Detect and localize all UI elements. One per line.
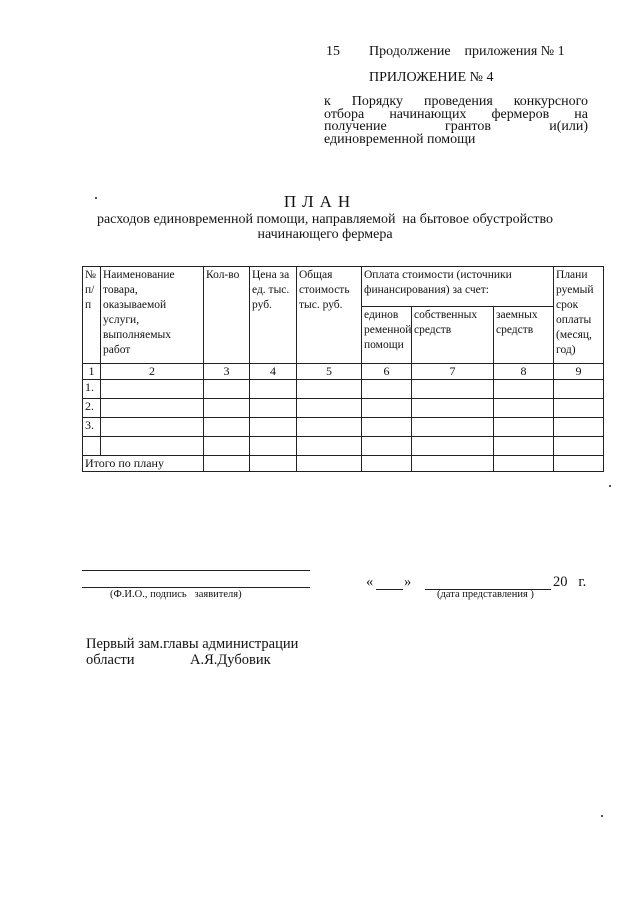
- table-cell: [297, 456, 362, 472]
- scan-speck: [601, 815, 603, 817]
- table-cell: [297, 399, 362, 418]
- table-cell: [83, 437, 101, 456]
- table-cell: [412, 437, 494, 456]
- header-payment-sources: Оплата стоимости (источники финансирования) за счет:: [362, 267, 554, 307]
- table-cell: [250, 418, 297, 437]
- date-day-line: [376, 589, 403, 590]
- table-row: [83, 380, 604, 399]
- header-item-name: Наименование товара, оказываемой услуги, выполняемых работ: [101, 267, 204, 364]
- plan-subtitle-line2: начинающего фермера: [257, 227, 393, 242]
- table-cell: [494, 418, 554, 437]
- appendix-line: к Порядку проведения конкурсного: [324, 94, 588, 109]
- column-number: 3: [204, 364, 250, 380]
- header-quantity: Кол-во: [204, 267, 250, 364]
- total-label: Итого по плану: [83, 456, 204, 472]
- table-cell: [494, 399, 554, 418]
- header-number: № п/п: [83, 267, 101, 364]
- table-cell: [494, 437, 554, 456]
- date-caption: (дата представления ): [437, 589, 534, 600]
- table-cell: [250, 437, 297, 456]
- table-row-blank: [83, 437, 604, 456]
- header-unit-price: Цена за ед. тыс. руб.: [250, 267, 297, 364]
- table-cell: [554, 380, 604, 399]
- table-cell: [250, 456, 297, 472]
- applicant-line-1: [82, 570, 310, 571]
- table-cell: [362, 399, 412, 418]
- plan-table: [82, 266, 604, 472]
- plan-subtitle: [60, 212, 590, 242]
- table-cell: [362, 456, 412, 472]
- applicant-line-2: [82, 587, 310, 588]
- table-cell: [494, 456, 554, 472]
- table-cell: [412, 380, 494, 399]
- table-row: [83, 399, 604, 418]
- table-cell: [204, 418, 250, 437]
- page-number: 15: [326, 44, 340, 59]
- official-position-line2: области: [86, 652, 135, 668]
- appendix-title: ПРИЛОЖЕНИЕ № 4: [369, 70, 494, 85]
- table-cell: [204, 456, 250, 472]
- table-row: [83, 418, 604, 437]
- table-cell: [412, 456, 494, 472]
- table-cell: [250, 399, 297, 418]
- table-cell: [204, 380, 250, 399]
- table-cell: [101, 418, 204, 437]
- column-number: 2: [101, 364, 204, 380]
- column-number: 8: [494, 364, 554, 380]
- appendix-line: получение грантов и(или): [324, 119, 588, 134]
- appendix-description: [324, 96, 588, 146]
- column-number: 9: [554, 364, 604, 380]
- continuation-label: Продолжение приложения № 1: [369, 44, 565, 59]
- table-cell: [362, 380, 412, 399]
- table-cell: [412, 418, 494, 437]
- column-number: 6: [362, 364, 412, 380]
- table-cell: [554, 456, 604, 472]
- header-total-cost: Общая стоимость тыс. руб.: [297, 267, 362, 364]
- table-cell: [554, 399, 604, 418]
- table-cell: [554, 437, 604, 456]
- date-open-quote: «: [366, 574, 374, 590]
- official-name: А.Я.Дубовик: [190, 652, 271, 668]
- scan-speck: [609, 485, 611, 487]
- plan-title: ПЛАН: [283, 192, 357, 211]
- table-cell: [297, 380, 362, 399]
- header-payment-term: Плани руемый срок оплаты (месяц, год): [554, 267, 604, 364]
- appendix-line: единовременной помощи: [324, 131, 476, 147]
- column-number: 5: [297, 364, 362, 380]
- table-cell: [101, 437, 204, 456]
- scan-speck: [95, 197, 97, 199]
- table-cell: [297, 418, 362, 437]
- table-cell: [494, 380, 554, 399]
- table-cell: [250, 380, 297, 399]
- header-own-funds: собственных средств: [412, 307, 494, 364]
- header-borrowed-funds: заемных средств: [494, 307, 554, 364]
- column-number: 7: [412, 364, 494, 380]
- row-number: 2.: [83, 399, 101, 418]
- column-number: 4: [250, 364, 297, 380]
- table-cell: [412, 399, 494, 418]
- column-number: 1: [83, 364, 101, 380]
- applicant-caption: (Ф.И.О., подпись заявителя): [110, 589, 242, 600]
- date-year: 20 г.: [553, 574, 587, 590]
- table-cell: [204, 399, 250, 418]
- official-position-line1: Первый зам.главы администрации: [86, 636, 299, 652]
- table-cell: [297, 437, 362, 456]
- table-cell: [204, 437, 250, 456]
- row-number: 1.: [83, 380, 101, 399]
- date-close-quote: »: [404, 574, 412, 590]
- plan-subtitle-line1: расходов единовременной помощи, направляемой на бытовое обустройство: [96, 212, 554, 227]
- appendix-line: отбора начинающих фермеров на: [324, 106, 588, 122]
- table-row-total: [83, 456, 604, 472]
- table-cell: [554, 418, 604, 437]
- header-one-time-aid: единов ременной помощи: [362, 307, 412, 364]
- table-cell: [101, 380, 204, 399]
- row-number: 3.: [83, 418, 101, 437]
- table-cell: [362, 418, 412, 437]
- table-cell: [101, 399, 204, 418]
- table-cell: [362, 437, 412, 456]
